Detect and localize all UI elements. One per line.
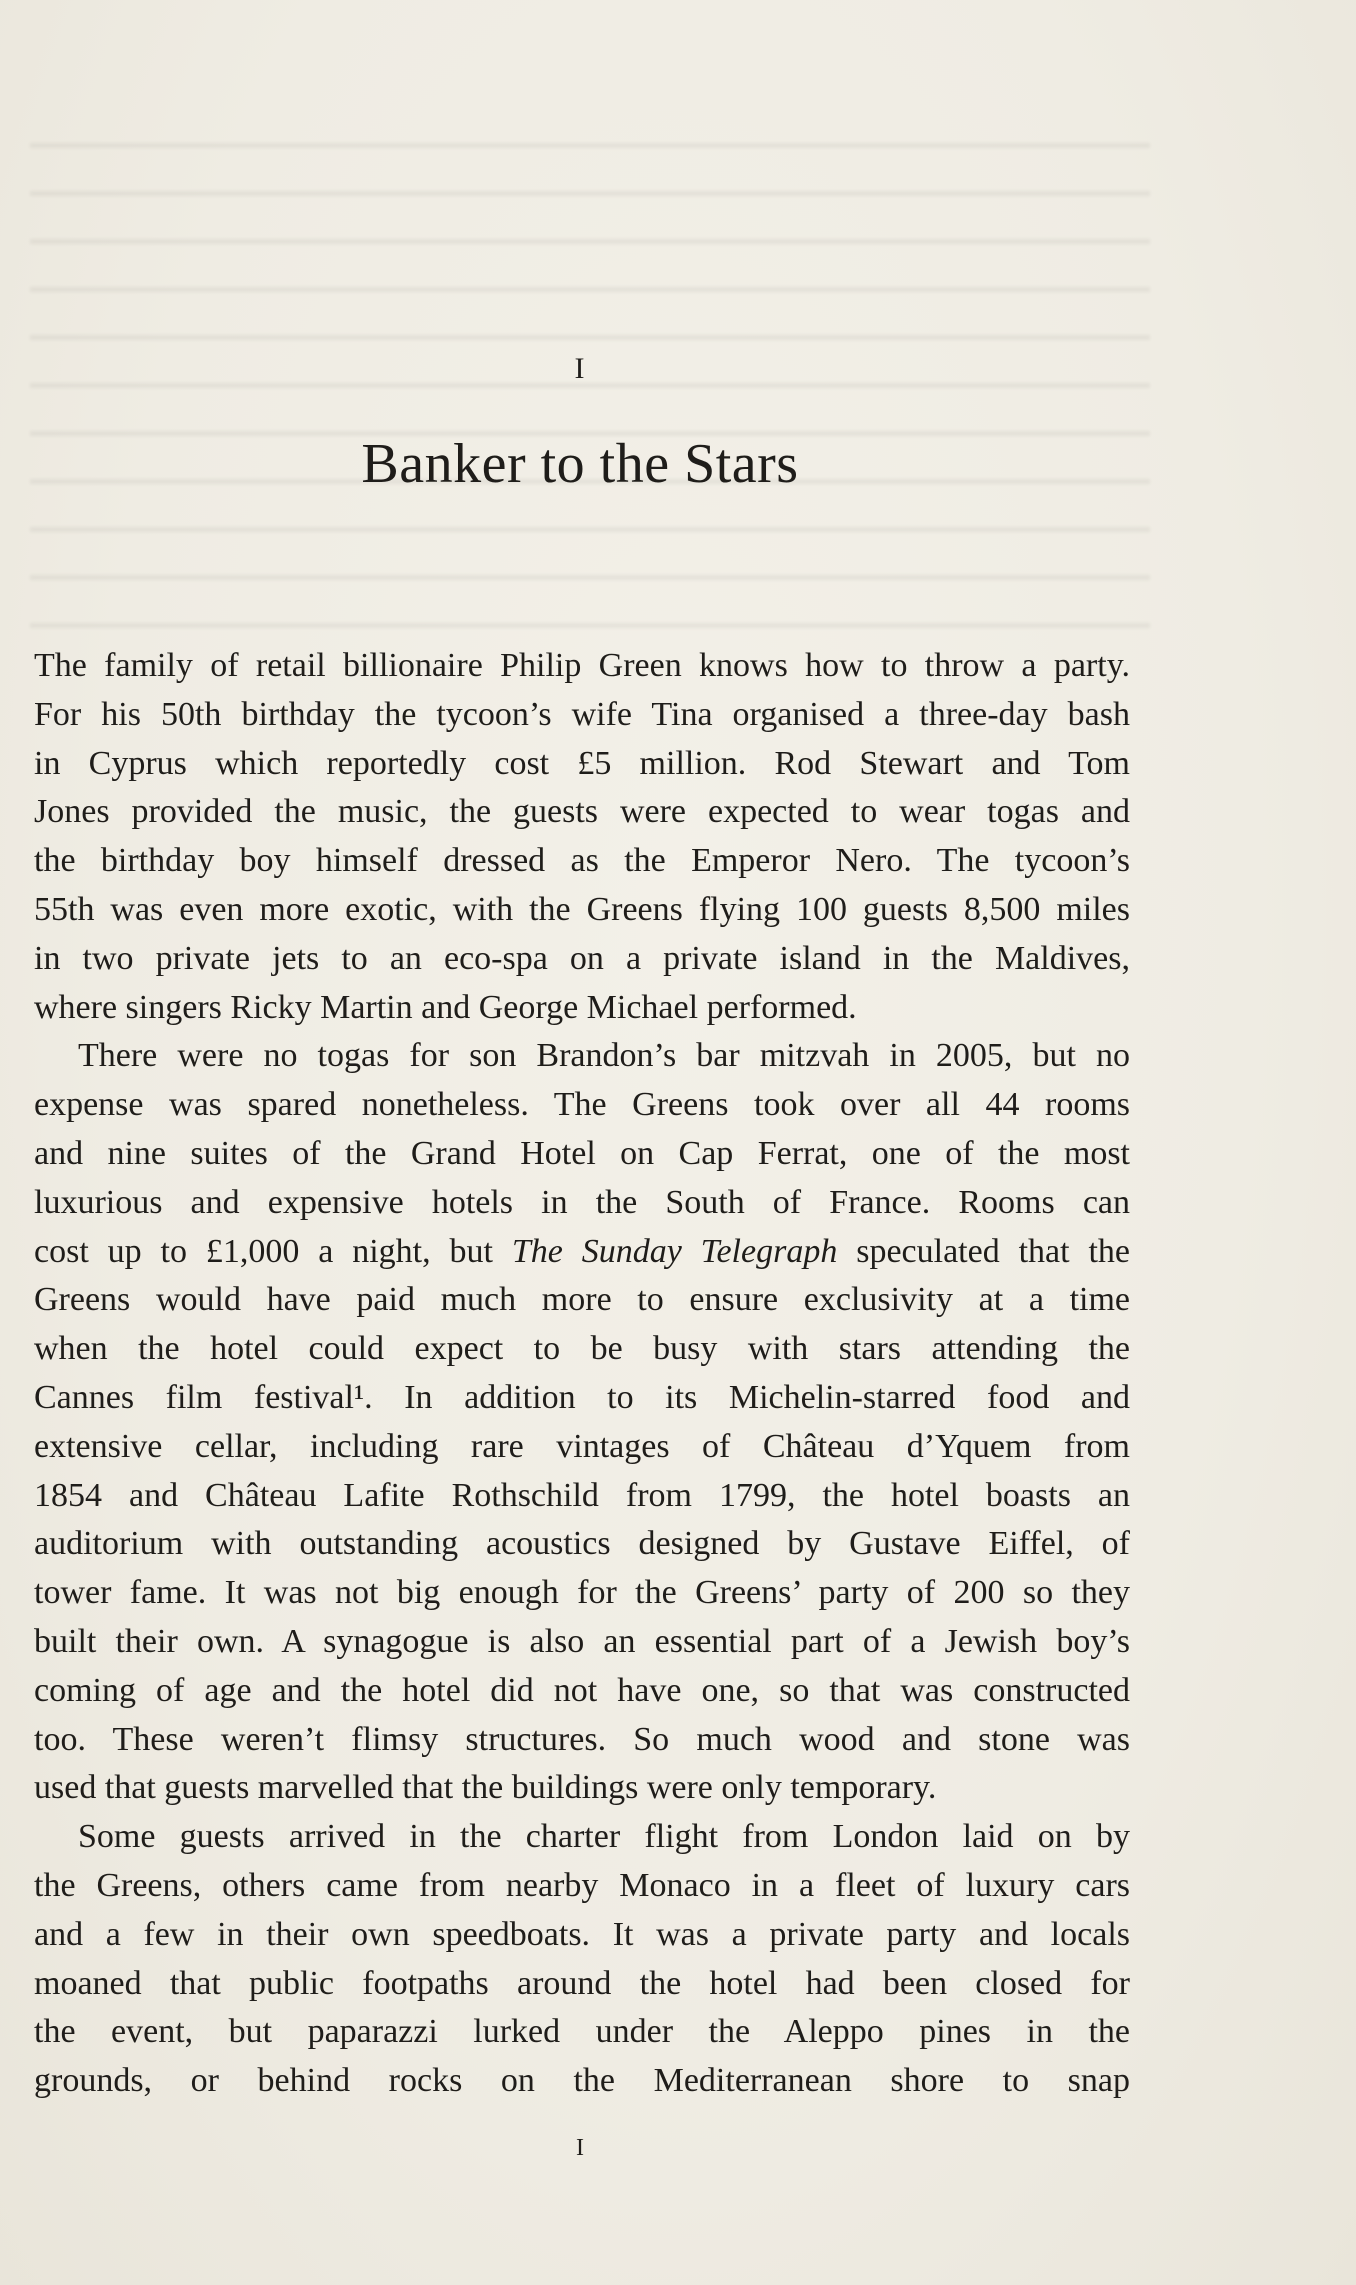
italic-title: The Sunday Telegraph (511, 1232, 838, 1270)
text-line: Some guests arrived in the charter flight from London laid on by (78, 1818, 1130, 1856)
page-number: I (576, 2135, 584, 2161)
chapter-number: I (574, 352, 586, 385)
text-line: For his 50th birthday the tycoon’s wife Tina organised a three-day bash (34, 695, 1130, 733)
text-line: too. These weren’t flimsy structures. So much wood and stone was (34, 1720, 1130, 1758)
body-text (34, 642, 1130, 2106)
text-line: Cannes film festival¹. In addition to its Michelin-starred food and (34, 1378, 1130, 1416)
text-segment: speculated that the (837, 1232, 1130, 1270)
text-segment: cost up to £1,000 a night, but (34, 1232, 512, 1270)
text-line: and a few in their own speedboats. It was a private party and locals (34, 1915, 1130, 1953)
text-line: the birthday boy himself dressed as the Emperor Nero. The tycoon’s (34, 842, 1130, 880)
text-line-with-italic-title (34, 1228, 1130, 1277)
text-line: when the hotel could expect to be busy with stars attending the (34, 1330, 1130, 1368)
text-line: the Greens, others came from nearby Monaco in a fleet of luxury cars (34, 1866, 1130, 1904)
text-line: in Cyprus which reportedly cost £5 million. Rod Stewart and Tom (34, 744, 1130, 782)
text-line: expense was spared nonetheless. The Greens took over all 44 rooms (34, 1086, 1130, 1124)
text-line: coming of age and the hotel did not have one, so that was constructed (34, 1671, 1130, 1709)
chapter-title: Banker to the Stars (361, 433, 799, 495)
text-line: in two private jets to an eco-spa on a private island in the Maldives, (34, 939, 1130, 977)
text-line: Jones provided the music, the guests were expected to wear togas and (34, 793, 1130, 831)
text-line: 1854 and Château Lafite Rothschild from 1799, the hotel boasts an (34, 1476, 1130, 1514)
text-line: moaned that public footpaths around the hotel had been closed for (34, 1964, 1130, 2002)
text-line: and nine suites of the Grand Hotel on Cap Ferrat, one of the most (34, 1134, 1130, 1172)
text-line: where singers Ricky Martin and George Michael performed. (34, 988, 857, 1026)
text-line: extensive cellar, including rare vintages of Château d’Yquem from (34, 1427, 1130, 1465)
text-line: Greens would have paid much more to ensure exclusivity at a time (34, 1281, 1130, 1319)
text-line: 55th was even more exotic, with the Greens flying 100 guests 8,500 miles (34, 890, 1130, 928)
text-line: There were no togas for son Brandon’s bar mitzvah in 2005, but no (78, 1037, 1130, 1075)
text-line: built their own. A synagogue is also an essential part of a Jewish boy’s (34, 1622, 1130, 1660)
text-line: used that guests marvelled that the buildings were only temporary. (34, 1769, 937, 1807)
text-line: grounds, or behind rocks on the Mediterranean shore to snap (34, 2062, 1130, 2100)
text-line: The family of retail billionaire Philip Green knows how to throw a party. (34, 647, 1130, 684)
text-line: tower fame. It was not big enough for the Greens’ party of 200 so they (34, 1574, 1130, 1612)
text-line: auditorium with outstanding acoustics designed by Gustave Eiffel, of (34, 1525, 1130, 1563)
text-line: the event, but paparazzi lurked under the Aleppo pines in the (34, 2013, 1130, 2051)
text-line: luxurious and expensive hotels in the South of France. Rooms can (34, 1183, 1130, 1221)
